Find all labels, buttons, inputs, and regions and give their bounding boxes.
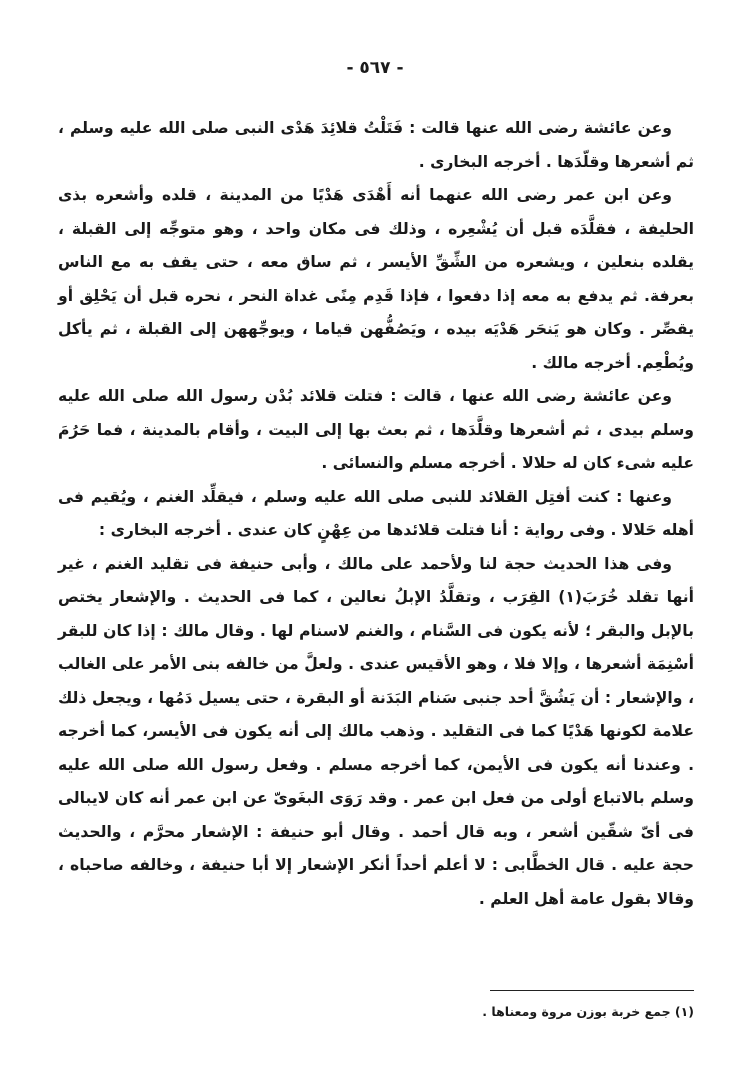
paragraph-ibn-umar-hady: وعن ابن عمر رضى الله عنهما أنه أَهْدَى هَدْيًا من المدينة ، قلده وأشعره بذى الحليفة ، فقلَّدَه قبل أن يُشْعِره ، وذلك فى مكان واحد ، وهو متوجِّه إلى القبلة ، يقلده بنعلين ، ويشعره من الشِّقِّ الأيسر ، ثم ساق معه ، حتى يقف به مع الناس بعرفة. ثم يدفع به معه إذا دفعوا ، فإذا قَدِم مِنًى غداة النحر ، نحره قبل أن يَحْلِق أو يقصِّر . وكان هو يَنحَر هَدْيَه بيده ، ويَصُفُّهن قياما ، ويوجِّههن إلى القبلة ، ثم يأكل ويُطْعِم. أخرجه مالك . xyxy=(58,186,694,372)
footnote: (١) جمع خربة بوزن مروة ومعناها . xyxy=(482,1004,694,1019)
paragraph-aisha-garlands: وعن عائشة رضى الله عنها قالت : فَتَلْتُ قلائِدَ هَدْى النبى صلى الله عليه وسلم ، ثم أشعرها وقلّدَها . أخرجه البخارى . xyxy=(58,119,694,171)
main-text xyxy=(58,112,694,916)
page-number: - ٥٦٧ - xyxy=(346,58,404,78)
paragraph-commentary: وفى هذا الحديث حجة لنا ولأحمد على مالك ، وأبى حنيفة فى تقليد الغنم ، غير أنها تقلد خُرَبَ(١) القِرَب ، وتقلَّدُ الإبلُ نعالين ، كما فى الحديث . والإشعار يختص بالإبل والبقر ؛ لأنه يكون فى السَّنام ، والغنم لاسنام لها . وقال مالك : إذا كان للبقر أسْنِمَة أشعرها ، وإلا فلا ، وهو الأقيس عندى . ولعلَّ من خالفه بنى الأمر على الغالب ، والإشعار : أن يَشُقَّ أحد جنبى سَنام البَدَنة أو البقرة ، حتى يسيل دَمُها ، ويجعل ذلك علامة لكونها هَدْيًا كما فى التقليد . وذهب مالك إلى أنه يكون فى الأيسر، كما أخرجه . وعندنا أنه يكون فى الأيمن، كما أخرجه مسلم . وفعل رسول الله صلى الله عليه وسلم بالاتباع أولى من فعل ابن عمر . وقد رَوَى البغَوىّ عن ابن عمر أنه كان لايبالى فى أىّ شقّين أشعر ، وبه قال أحمد . وقال أبو حنيفة : الإشعار محرَّم ، والحديث حجة عليه . قال الخطَّابى : لا أعلم أحداً أنكر الإشعار إلا أبا حنيفة ، وخالفه صاحباه ، وقالا بقول عامة أهل العلم . xyxy=(58,554,694,908)
paragraph-aisha-sheep: وعنها : كنت أفتِل القلائد للنبى صلى الله عليه وسلم ، فيقلِّد الغنم ، ويُقيم فى أهله حَلالا . وفى رواية : أنا فتلت قلائدها من عِهْنٍ كان عندى . أخرجه البخارى : xyxy=(58,487,694,539)
footnote-divider xyxy=(490,990,694,991)
paragraph-aisha-budn: وعن عائشة رضى الله عنها ، قالت : فتلت قلائد بُدْن رسول الله صلى الله عليه وسلم بيدى ، ثم أشعرها وقلَّدَها ، ثم بعث بها إلى البيت ، وأقام بالمدينة ، فما حَرُمَ عليه شىء كان له حلالا . أخرجه مسلم والنسائى . xyxy=(58,387,694,472)
